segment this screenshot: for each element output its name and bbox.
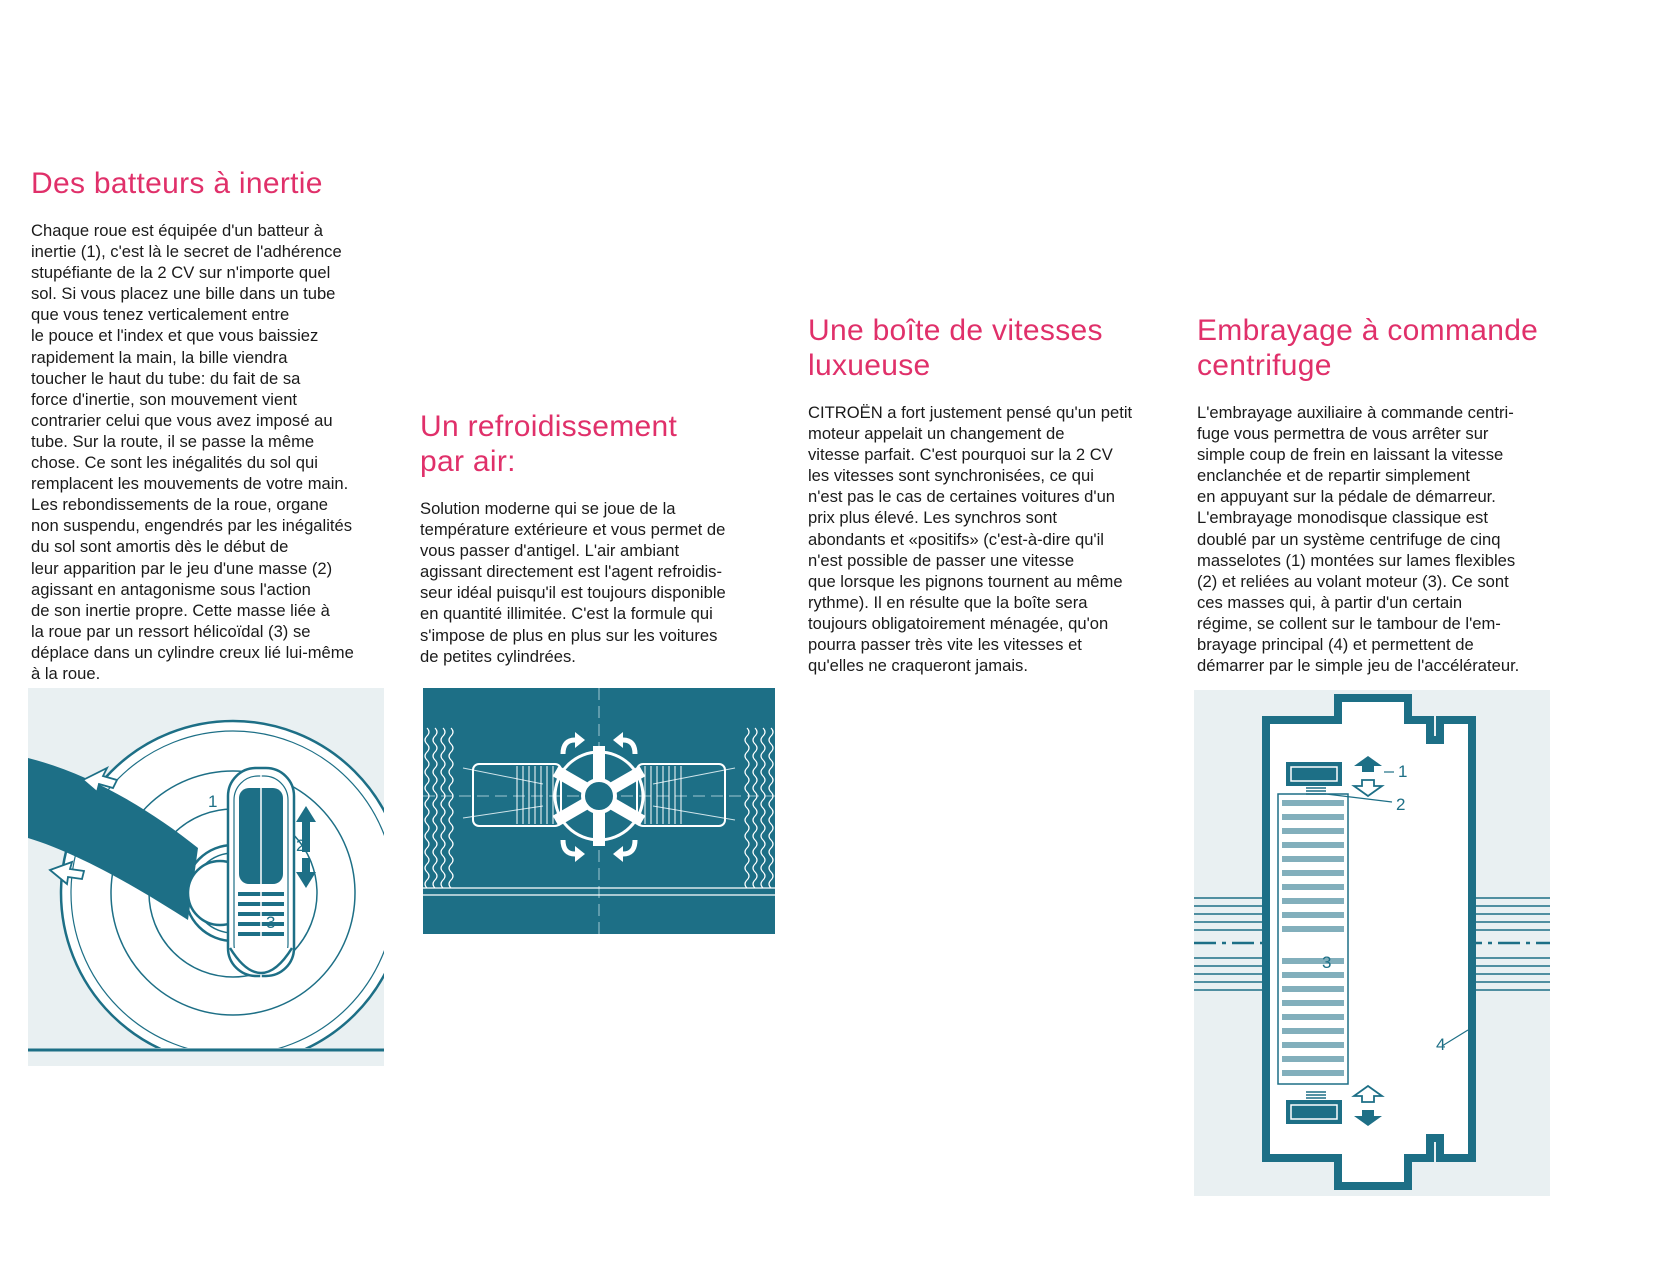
text-line: fuge vous permettra de vous arrêter sur bbox=[1197, 424, 1489, 444]
text-line: (2) et reliées au volant moteur (3). Ce sont bbox=[1197, 571, 1509, 591]
text-line: le pouce et l'index et que vous baissiez bbox=[31, 326, 319, 346]
label-4: 4 bbox=[1436, 1035, 1446, 1054]
text-line: la roue par un ressort hélicoïdal (3) se bbox=[31, 621, 311, 641]
text-line: vous passer d'antigel. L'air ambiant bbox=[420, 541, 680, 561]
body-refroidissement bbox=[420, 498, 790, 667]
heading-refroidissement: Un refroidissement par air: bbox=[420, 410, 678, 478]
text-line: qu'elles ne craqueront jamais. bbox=[808, 656, 1028, 676]
text-line: rapidement la main, la bille viendra bbox=[31, 347, 288, 367]
heading-boite-vitesses: Une boîte de vitesses luxueuse bbox=[808, 314, 1103, 382]
text-line: prix plus élevé. Les synchros sont bbox=[808, 508, 1058, 528]
text-line: L'embrayage auxiliaire à commande centri- bbox=[1197, 403, 1514, 422]
text-line: toujours obligatoirement ménagée, qu'on bbox=[808, 613, 1109, 633]
text-line: démarrer par le simple jeu de l'accélérateur. bbox=[1197, 656, 1520, 676]
heading-batteurs: Des batteurs à inertie bbox=[31, 167, 323, 200]
label-3: 3 bbox=[266, 913, 276, 932]
text-line: remplacent les mouvements de votre main. bbox=[31, 474, 349, 494]
text-line: que vous tenez verticalement entre bbox=[31, 305, 290, 325]
text-line: ces masses qui, à partir d'un certain bbox=[1197, 592, 1463, 612]
text-line: moteur appelait un changement de bbox=[808, 424, 1065, 444]
text-line: n'est possible de passer une vitesse bbox=[808, 550, 1075, 570]
text-line: pourra passer très vite les vitesses et bbox=[808, 635, 1082, 655]
text-line: s'impose de plus en plus sur les voitures bbox=[420, 625, 718, 645]
text-line: inertie (1), c'est là le secret de l'adhérence bbox=[31, 242, 342, 262]
text-line: de son inertie propre. Cette masse liée à bbox=[31, 600, 330, 620]
text-line: toucher le haut du tube: du fait de sa bbox=[31, 368, 301, 388]
text-line: en quantité illimitée. C'est la formule qui bbox=[420, 604, 713, 624]
section-embrayage bbox=[1197, 313, 1562, 676]
wheel-damper-illustration bbox=[28, 688, 384, 1066]
text-line: agissant directement est l'agent refroidis- bbox=[420, 562, 723, 582]
text-line: déplace dans un cylindre creux lié lui-même bbox=[31, 642, 354, 662]
text-line: sol. Si vous placez une bille dans un tube bbox=[31, 284, 336, 304]
text-line: non suspendu, engendrés par les inégalités bbox=[31, 516, 353, 536]
text-line: contrarier celui que vous avez imposé au bbox=[31, 410, 333, 430]
text-line: que lorsque les pignons tournent au même bbox=[808, 571, 1123, 591]
body-batteurs bbox=[31, 220, 401, 684]
body-boite-vitesses bbox=[808, 402, 1178, 676]
text-line: température extérieure et vous permet de bbox=[420, 520, 726, 540]
text-line: brayage principal (4) et permettent de bbox=[1197, 635, 1474, 655]
text-line: simple coup de frein en laissant la vitesse bbox=[1197, 445, 1504, 465]
label-1: 1 bbox=[208, 792, 218, 811]
text-line: seur idéal puisqu'il est toujours disponible bbox=[420, 583, 726, 603]
label-2: 2 bbox=[1396, 795, 1406, 814]
section-refroidissement bbox=[420, 409, 790, 667]
section-boite-vitesses bbox=[808, 313, 1178, 676]
section-batteurs bbox=[31, 166, 401, 684]
text-line: n'est pas le cas de certaines voitures d'un bbox=[808, 487, 1116, 507]
text-line: stupéfiante de la 2 CV sur n'importe quel bbox=[31, 263, 331, 283]
text-line: de petites cylindrées. bbox=[420, 646, 576, 666]
text-line: leur apparition par le jeu d'une masse (2) bbox=[31, 558, 333, 578]
label-3: 3 bbox=[1322, 953, 1332, 972]
text-line: tube. Sur la route, il se passe la même bbox=[31, 431, 315, 451]
text-line: chose. Ce sont les inégalités du sol qui bbox=[31, 453, 318, 473]
text-line: régime, se collent sur le tambour de l'em- bbox=[1197, 613, 1501, 633]
text-line: les vitesses sont synchronisées, ce qui bbox=[808, 466, 1094, 486]
text-line: en appuyant sur la pédale de démarreur. bbox=[1197, 487, 1496, 507]
text-line: Les rebondissements de la roue, organe bbox=[31, 495, 329, 515]
text-line: doublé par un système centrifuge de cinq bbox=[1197, 529, 1501, 549]
text-line: force d'inertie, son mouvement vient bbox=[31, 389, 298, 409]
clutch-illustration bbox=[1194, 690, 1550, 1196]
text-line: Chaque roue est équipée d'un batteur à bbox=[31, 221, 323, 240]
text-line: rythme). Il en résulte que la boîte sera bbox=[808, 592, 1088, 612]
text-line: CITROËN a fort justement pensé qu'un petit bbox=[808, 403, 1133, 422]
text-line: à la roue. bbox=[31, 663, 101, 683]
text-line: enclanchée et de repartir simplement bbox=[1197, 466, 1471, 486]
heading-embrayage: Embrayage à commande centrifuge bbox=[1197, 314, 1539, 382]
label-1: 1 bbox=[1398, 762, 1408, 781]
text-line: du sol sont amortis dès le début de bbox=[31, 537, 289, 557]
text-line: L'embrayage monodisque classique est bbox=[1197, 508, 1488, 528]
text-line: vitesse parfait. C'est pourquoi sur la 2 CV bbox=[808, 445, 1113, 465]
air-cooling-illustration bbox=[423, 688, 775, 934]
text-line: agissant en antagonisme sous l'action bbox=[31, 579, 311, 599]
text-line: abondants et «positifs» (c'est-à-dire qu'il bbox=[808, 529, 1104, 549]
label-2: 2 bbox=[296, 836, 306, 855]
text-line: masselotes (1) montées sur lames flexibles bbox=[1197, 550, 1516, 570]
body-embrayage bbox=[1197, 402, 1562, 676]
text-line: Solution moderne qui se joue de la bbox=[420, 499, 676, 518]
